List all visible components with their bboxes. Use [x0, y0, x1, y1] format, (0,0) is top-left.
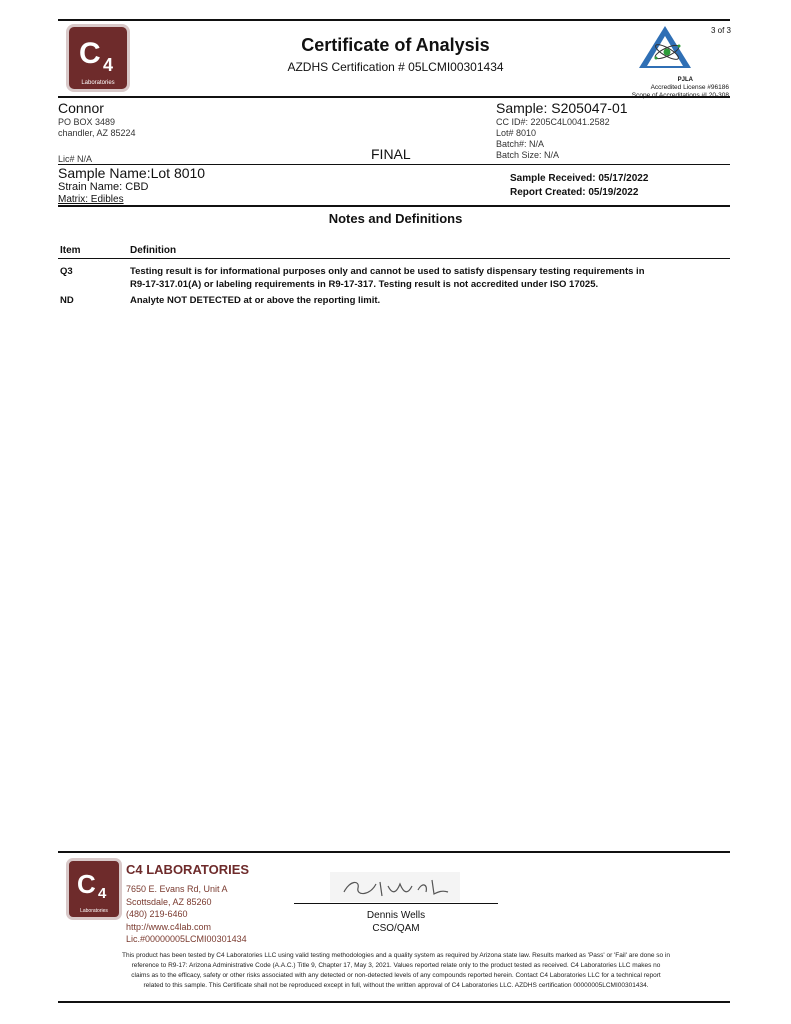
notes-title: Notes and Definitions	[328, 211, 463, 226]
pjla-accreditation-icon	[637, 24, 693, 70]
logo-caption: Laboratories	[81, 80, 115, 86]
lab-website[interactable]: http://www.c4lab.com	[126, 921, 212, 932]
disclaimer-line: claims as to the efficacy, safety or other risks associated with any detected or non-detected levels of any compounds reported herein. Contact C4 Laboratories LLC for a technical report	[131, 972, 661, 979]
sample-id: Sample: S205047-01	[496, 100, 628, 116]
header-rule	[58, 96, 730, 98]
disclaimer	[96, 951, 696, 991]
row-definition-line: Analyte NOT DETECTED at or above the reporting limit.	[130, 295, 381, 306]
signature-image	[330, 872, 460, 902]
signer	[294, 909, 498, 935]
client-address-line2: chandler, AZ 85224	[58, 128, 136, 138]
col-item-header: Item	[60, 245, 81, 256]
sample-received: Sample Received: 05/17/2022	[510, 173, 649, 184]
client-address	[58, 117, 136, 139]
lab-name: C4 LABORATORIES	[126, 862, 250, 877]
client-address-line1: PO BOX 3489	[58, 117, 116, 127]
lab-phone: (480) 219-6460	[126, 909, 188, 919]
table-header-rule	[58, 258, 730, 259]
signature-line	[294, 903, 498, 904]
sample-details	[496, 117, 610, 161]
client-license: Lic# N/A	[58, 154, 93, 164]
footer-rule	[58, 851, 730, 853]
batch-number: Batch#: N/A	[496, 139, 545, 149]
logo-caption: Laboratories	[80, 908, 108, 914]
cc-id: CC ID#: 2205C4L0041.2582	[496, 117, 610, 127]
lab-address-line1: 7650 E. Evans Rd, Unit A	[126, 884, 228, 894]
disclaimer-line: reference to R9-17: Arizona Administrative Code (A.A.C.) Title 9, Chapter 17, May 3, 2021. Values reported relate only to the product tested as received. C4 Laboratories LLC makes no	[131, 962, 661, 969]
certification-number: AZDHS Certification # 05LCMI00301434	[287, 60, 504, 74]
accreditor-badge: PJLA	[677, 77, 693, 83]
accreditation-license: Accredited License #96186	[650, 84, 729, 91]
col-definition-header: Definition	[130, 245, 177, 256]
batch-size: Batch Size: N/A	[496, 150, 560, 160]
logo-letter: C	[79, 37, 101, 70]
client-name: Connor	[58, 100, 104, 116]
signer-title: CSO/QAM	[372, 923, 420, 934]
report-created: Report Created: 05/19/2022	[510, 187, 639, 198]
disclaimer-line: related to this sample. This Certificate shall not be reproduced except in full, without the written approval of C4 Laboratories LLC. AZDHS certification 00000005LCMI00301434.	[143, 982, 649, 989]
signer-name: Dennis Wells	[366, 910, 426, 921]
lab-address-line2: Scottsdale, AZ 85260	[126, 896, 212, 907]
logo-number: 4	[98, 885, 107, 902]
row-definition-line: Testing result is for informational purposes only and cannot be used to satisfy dispensary testing requirements in	[130, 266, 645, 277]
bottom-rule	[58, 1001, 730, 1003]
logo-letter: C	[77, 869, 96, 899]
lab-license: Lic.#00000005LCMI00301434	[126, 934, 247, 944]
section-rule	[58, 205, 730, 207]
report-status: FINAL	[371, 146, 411, 162]
lab-contact	[126, 883, 247, 946]
row-definition-line: R9-17-317.01(A) or labeling requirements in R9-17-317. Testing result is not accredited under ISO 17025.	[130, 279, 599, 290]
row-item: Q3	[60, 266, 73, 277]
top-rule	[58, 19, 730, 21]
row-item: ND	[60, 295, 74, 306]
logo-number: 4	[103, 55, 114, 75]
document-title: Certificate of Analysis	[301, 35, 490, 55]
lot-number: Lot# 8010	[496, 128, 537, 138]
matrix: Matrix: Edibles	[58, 194, 124, 205]
footer-c4-logo	[66, 858, 122, 920]
page-number: 3 of 3	[710, 26, 731, 35]
strain-name: Strain Name: CBD	[58, 181, 149, 193]
disclaimer-line: This product has been tested by C4 Laboratories LLC using valid testing methodologies and a quality system as required by Arizona state law. Results marked as 'Pass' or 'Fail' are done so in	[121, 952, 670, 959]
sample-name: Sample Name:Lot 8010	[58, 165, 206, 181]
